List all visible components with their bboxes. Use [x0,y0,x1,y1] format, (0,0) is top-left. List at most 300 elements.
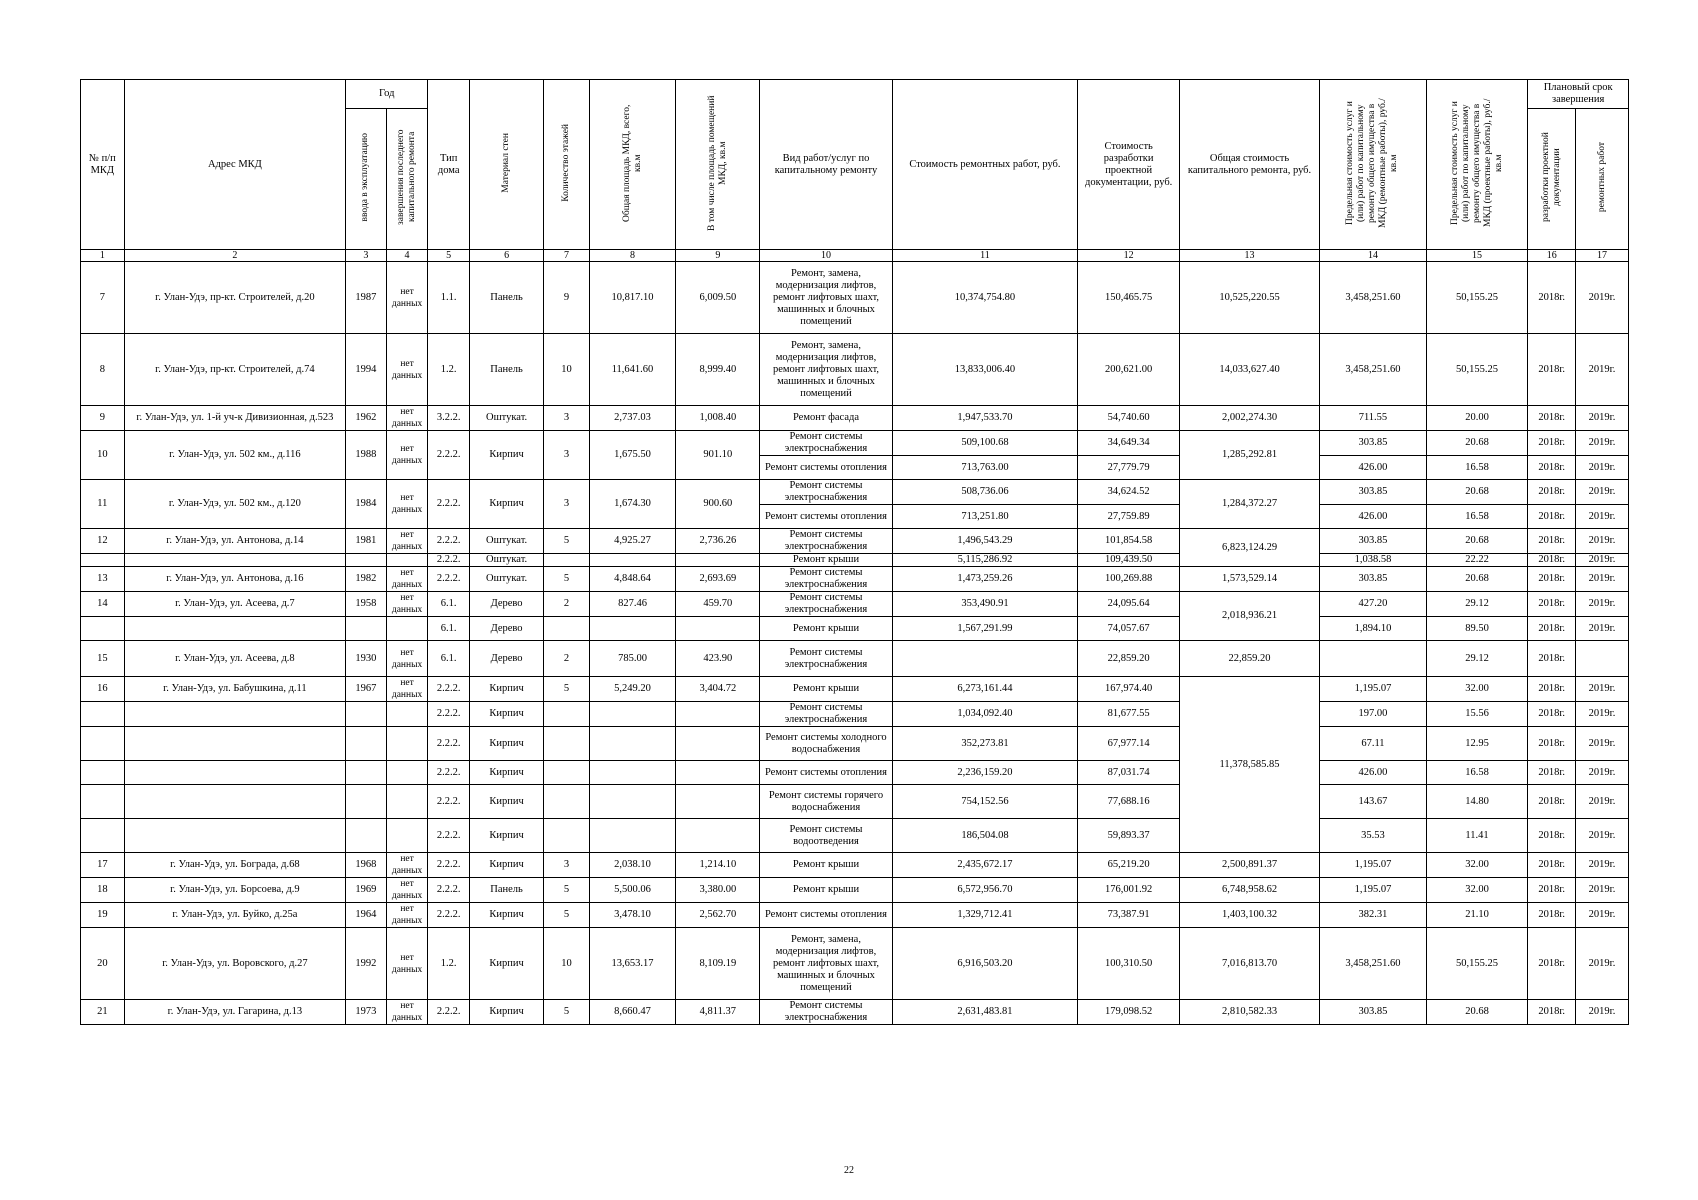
total-cost-cell: 1,285,292.81 [1179,431,1319,480]
total-area-cell [589,702,675,727]
year-last-repair-cell [386,702,428,727]
limit-design-cell: 20.68 [1426,567,1528,592]
work-type-cell: Ремонт фасада [760,406,892,431]
premises-area-cell [676,785,760,819]
deadline-repair-cell: 2019г. [1576,1000,1629,1025]
address-cell: г. Улан-Удэ, ул. Антонова, д.16 [124,567,345,592]
limit-design-cell: 20.00 [1426,406,1528,431]
limit-design-cell: 12.95 [1426,727,1528,761]
column-number: 6 [470,250,544,262]
row-number: 20 [81,928,125,1000]
design-cost-cell: 67,977.14 [1078,727,1180,761]
limit-repair-cell: 1,894.10 [1320,617,1427,641]
limit-repair-cell: 711.55 [1320,406,1427,431]
premises-area-cell: 3,404.72 [676,677,760,702]
header-year-last-repair: завершения последнего капитального ремонта [396,129,418,225]
deadline-design-cell: 2018г. [1528,617,1576,641]
wall-material-cell: Кирпич [470,785,544,819]
limit-repair-cell: 303.85 [1320,567,1427,592]
deadline-repair-cell: 2019г. [1576,480,1629,505]
year-last-repair-cell: нет данных [386,878,428,903]
repair-cost-cell: 713,251.80 [892,505,1078,529]
limit-design-cell: 32.00 [1426,878,1528,903]
house-type-cell: 2.2.2. [428,727,470,761]
repair-cost-cell: 5,115,286.92 [892,554,1078,567]
year-last-repair-cell: нет данных [386,529,428,554]
house-type-cell: 2.2.2. [428,903,470,928]
column-number: 5 [428,250,470,262]
address-cell: г. Улан-Удэ, ул. Антонова, д.14 [124,529,345,554]
total-area-cell: 827.46 [589,592,675,617]
design-cost-cell: 24,095.64 [1078,592,1180,617]
year-commission-cell: 1967 [346,677,387,702]
total-area-cell: 1,675.50 [589,431,675,480]
table-row [81,878,1629,903]
row-number: 15 [81,641,125,677]
row-number: 18 [81,878,125,903]
row-number: 16 [81,677,125,702]
wall-material-cell: Кирпич [470,702,544,727]
work-type-cell: Ремонт системы отопления [760,761,892,785]
table-row [81,406,1629,431]
row-number: 9 [81,406,125,431]
work-type-cell: Ремонт системы отопления [760,505,892,529]
limit-design-cell: 20.68 [1426,480,1528,505]
table-row [81,617,1629,641]
work-type-cell: Ремонт крыши [760,878,892,903]
wall-material-cell: Дерево [470,641,544,677]
deadline-design-cell: 2018г. [1528,529,1576,554]
address-cell: г. Улан-Удэ, ул. Асеева, д.7 [124,592,345,617]
year-last-repair-cell [386,761,428,785]
year-commission-cell [346,819,387,853]
repair-cost-cell: 1,947,533.70 [892,406,1078,431]
deadline-repair-cell: 2019г. [1576,878,1629,903]
wall-material-cell: Оштукат. [470,529,544,554]
design-cost-cell: 176,001.92 [1078,878,1180,903]
deadline-repair-cell: 2019г. [1576,677,1629,702]
table-row [81,431,1629,456]
repair-cost-cell: 1,567,291.99 [892,617,1078,641]
repair-cost-cell: 6,273,161.44 [892,677,1078,702]
repair-cost-cell: 13,833,006.40 [892,334,1078,406]
year-last-repair-cell: нет данных [386,567,428,592]
limit-design-cell: 16.58 [1426,456,1528,480]
year-commission-cell: 1981 [346,529,387,554]
year-last-repair-cell: нет данных [386,334,428,406]
table-row [81,677,1629,702]
year-last-repair-cell: нет данных [386,406,428,431]
deadline-design-cell: 2018г. [1528,456,1576,480]
total-cost-cell: 1,573,529.14 [1179,567,1319,592]
header-deadline-design: разработки проектной документации [1540,132,1562,222]
design-cost-cell: 54,740.60 [1078,406,1180,431]
address-cell [124,819,345,853]
total-area-cell [589,617,675,641]
repair-cost-cell: 6,572,956.70 [892,878,1078,903]
column-number: 7 [544,250,590,262]
address-cell: г. Улан-Удэ, ул. Борсоева, д.9 [124,878,345,903]
year-commission-cell [346,702,387,727]
work-type-cell: Ремонт крыши [760,853,892,878]
house-type-cell: 1.2. [428,928,470,1000]
total-area-cell: 4,848.64 [589,567,675,592]
floors-cell: 3 [544,853,590,878]
work-type-cell: Ремонт системы электроснабжения [760,702,892,727]
table-row [81,928,1629,1000]
header-deadline-repair: ремонтных работ [1596,141,1607,213]
premises-area-cell [676,554,760,567]
year-commission-cell [346,727,387,761]
row-number [81,819,125,853]
limit-design-cell: 32.00 [1426,677,1528,702]
header-wall-material: Материал стен [501,132,512,193]
floors-cell [544,819,590,853]
design-cost-cell: 74,057.67 [1078,617,1180,641]
deadline-design-cell: 2018г. [1528,592,1576,617]
table-row [81,785,1629,819]
limit-repair-cell: 303.85 [1320,480,1427,505]
deadline-repair-cell: 2019г. [1576,903,1629,928]
column-number: 1 [81,250,125,262]
row-number [81,702,125,727]
total-area-cell: 5,500.06 [589,878,675,903]
address-cell: г. Улан-Удэ, ул. 502 км., д.120 [124,480,345,529]
floors-cell: 3 [544,406,590,431]
header-repair-cost: Стоимость ремонтных работ, руб. [892,80,1078,250]
table-row [81,727,1629,761]
wall-material-cell: Оштукат. [470,567,544,592]
repair-cost-cell: 754,152.56 [892,785,1078,819]
total-area-cell: 3,478.10 [589,903,675,928]
year-commission-cell [346,785,387,819]
limit-design-cell: 16.58 [1426,761,1528,785]
repair-cost-cell: 186,504.08 [892,819,1078,853]
deadline-design-cell: 2018г. [1528,819,1576,853]
address-cell [124,785,345,819]
work-type-cell: Ремонт системы электроснабжения [760,641,892,677]
deadline-repair-cell: 2019г. [1576,928,1629,1000]
premises-area-cell [676,727,760,761]
floors-cell [544,785,590,819]
repair-cost-cell: 508,736.06 [892,480,1078,505]
floors-cell [544,761,590,785]
address-cell: г. Улан-Удэ, ул. 1-й уч-к Дивизионная, д.523 [124,406,345,431]
floors-cell: 3 [544,431,590,480]
total-area-cell: 2,038.10 [589,853,675,878]
year-commission-cell: 1969 [346,878,387,903]
wall-material-cell: Кирпич [470,727,544,761]
limit-design-cell: 15.56 [1426,702,1528,727]
deadline-repair-cell: 2019г. [1576,456,1629,480]
floors-cell: 2 [544,592,590,617]
column-number: 13 [1179,250,1319,262]
floors-cell: 5 [544,567,590,592]
design-cost-cell: 167,974.40 [1078,677,1180,702]
limit-repair-cell: 3,458,251.60 [1320,262,1427,334]
floors-cell: 10 [544,334,590,406]
repair-cost-cell: 509,100.68 [892,431,1078,456]
address-cell [124,727,345,761]
header-total-area: Общая площадь МКД, всего, кв.м [621,103,643,222]
limit-repair-cell: 1,038.58 [1320,554,1427,567]
wall-material-cell: Кирпич [470,431,544,480]
repair-cost-cell: 353,490.91 [892,592,1078,617]
premises-area-cell: 3,380.00 [676,878,760,903]
header-year: Год [346,80,428,109]
work-type-cell: Ремонт системы холодного водоснабжения [760,727,892,761]
table-row [81,554,1629,567]
limit-design-cell: 29.12 [1426,592,1528,617]
work-type-cell: Ремонт системы электроснабжения [760,480,892,505]
deadline-design-cell: 2018г. [1528,761,1576,785]
floors-cell: 5 [544,1000,590,1025]
column-number: 16 [1528,250,1576,262]
wall-material-cell: Панель [470,334,544,406]
limit-design-cell: 21.10 [1426,903,1528,928]
design-cost-cell: 109,439.50 [1078,554,1180,567]
work-type-cell: Ремонт системы отопления [760,456,892,480]
limit-repair-cell: 426.00 [1320,456,1427,480]
header-design-cost: Стоимость разработки проектной документации, руб. [1078,80,1180,250]
repair-cost-cell: 1,034,092.40 [892,702,1078,727]
header-num: № п/п МКД [81,80,125,250]
premises-area-cell: 901.10 [676,431,760,480]
floors-cell: 10 [544,928,590,1000]
year-last-repair-cell [386,727,428,761]
limit-repair-cell: 303.85 [1320,431,1427,456]
header-address: Адрес МКД [124,80,345,250]
house-type-cell: 2.2.2. [428,567,470,592]
limit-repair-cell: 35.53 [1320,819,1427,853]
column-number: 9 [676,250,760,262]
table-row [81,641,1629,677]
year-last-repair-cell [386,819,428,853]
year-last-repair-cell: нет данных [386,641,428,677]
house-type-cell: 3.2.2. [428,406,470,431]
table-row [81,334,1629,406]
premises-area-cell [676,702,760,727]
limit-design-cell: 29.12 [1426,641,1528,677]
total-cost-cell: 2,810,582.33 [1179,1000,1319,1025]
total-area-cell: 11,641.60 [589,334,675,406]
house-type-cell: 1.2. [428,334,470,406]
table-row [81,819,1629,853]
limit-repair-cell: 3,458,251.60 [1320,928,1427,1000]
design-cost-cell: 77,688.16 [1078,785,1180,819]
row-number: 17 [81,853,125,878]
total-cost-cell: 2,002,274.30 [1179,406,1319,431]
year-last-repair-cell: нет данных [386,903,428,928]
limit-repair-cell: 1,195.07 [1320,878,1427,903]
total-area-cell: 8,660.47 [589,1000,675,1025]
deadline-design-cell: 2018г. [1528,903,1576,928]
premises-area-cell: 900.60 [676,480,760,529]
limit-design-cell: 50,155.25 [1426,262,1528,334]
table-row [81,480,1629,505]
house-type-cell: 2.2.2. [428,677,470,702]
total-cost-cell: 22,859.20 [1179,641,1319,677]
deadline-design-cell: 2018г. [1528,262,1576,334]
total-area-cell [589,785,675,819]
floors-cell: 3 [544,480,590,529]
limit-repair-cell: 303.85 [1320,529,1427,554]
house-type-cell: 2.2.2. [428,702,470,727]
deadline-repair-cell: 2019г. [1576,505,1629,529]
column-number: 2 [124,250,345,262]
column-number: 10 [760,250,892,262]
premises-area-cell [676,819,760,853]
table-header [81,80,1629,262]
work-type-cell: Ремонт системы отопления [760,903,892,928]
floors-cell: 5 [544,903,590,928]
year-commission-cell: 1964 [346,903,387,928]
deadline-design-cell: 2018г. [1528,505,1576,529]
design-cost-cell: 34,624.52 [1078,480,1180,505]
year-last-repair-cell [386,785,428,819]
floors-cell [544,554,590,567]
year-commission-cell: 1930 [346,641,387,677]
work-type-cell: Ремонт, замена, модернизация лифтов, ремонт лифтовых шахт, машинных и блочных помещений [760,928,892,1000]
premises-area-cell: 2,736.26 [676,529,760,554]
deadline-design-cell: 2018г. [1528,431,1576,456]
address-cell: г. Улан-Удэ, ул. Бабушкина, д.11 [124,677,345,702]
deadline-design-cell: 2018г. [1528,702,1576,727]
table-row [81,262,1629,334]
repair-cost-cell: 2,236,159.20 [892,761,1078,785]
address-cell: г. Улан-Удэ, ул. 502 км., д.116 [124,431,345,480]
header-work-type: Вид работ/услуг по капитальному ремонту [760,80,892,250]
wall-material-cell: Кирпич [470,1000,544,1025]
total-cost-cell: 6,823,124.29 [1179,529,1319,567]
floors-cell [544,702,590,727]
floors-cell [544,617,590,641]
repair-cost-cell: 2,435,672.17 [892,853,1078,878]
wall-material-cell: Кирпич [470,819,544,853]
year-commission-cell: 1984 [346,480,387,529]
house-type-cell: 2.2.2. [428,785,470,819]
year-commission-cell [346,617,387,641]
address-cell [124,761,345,785]
table-row [81,761,1629,785]
repair-cost-cell: 10,374,754.80 [892,262,1078,334]
premises-area-cell: 459.70 [676,592,760,617]
house-type-cell: 6.1. [428,641,470,677]
limit-design-cell: 50,155.25 [1426,334,1528,406]
floors-cell: 9 [544,262,590,334]
limit-repair-cell: 426.00 [1320,761,1427,785]
address-cell: г. Улан-Удэ, пр-кт. Строителей, д.20 [124,262,345,334]
design-cost-cell: 87,031.74 [1078,761,1180,785]
work-type-cell: Ремонт крыши [760,617,892,641]
header-limit-design: Предельная стоимость услуг и (или) работ по капитальному ремонту общего имущества в МКД (проектные работы), руб./кв.м [1449,98,1504,227]
address-cell: г. Улан-Удэ, ул. Гагарина, д.13 [124,1000,345,1025]
deadline-repair-cell: 2019г. [1576,727,1629,761]
design-cost-cell: 27,779.79 [1078,456,1180,480]
work-type-cell: Ремонт системы электроснабжения [760,592,892,617]
limit-design-cell: 32.00 [1426,853,1528,878]
total-cost-cell: 2,500,891.37 [1179,853,1319,878]
total-cost-cell: 7,016,813.70 [1179,928,1319,1000]
floors-cell [544,727,590,761]
column-number: 4 [386,250,428,262]
design-cost-cell: 73,387.91 [1078,903,1180,928]
total-cost-cell: 1,403,100.32 [1179,903,1319,928]
year-last-repair-cell: нет данных [386,262,428,334]
row-number: 11 [81,480,125,529]
house-type-cell: 2.2.2. [428,554,470,567]
repair-cost-cell: 713,763.00 [892,456,1078,480]
work-type-cell: Ремонт системы электроснабжения [760,567,892,592]
repair-cost-cell: 1,329,712.41 [892,903,1078,928]
wall-material-cell: Кирпич [470,853,544,878]
column-number: 14 [1320,250,1427,262]
house-type-cell: 2.2.2. [428,761,470,785]
wall-material-cell: Кирпич [470,677,544,702]
premises-area-cell: 4,811.37 [676,1000,760,1025]
design-cost-cell: 100,269.88 [1078,567,1180,592]
year-last-repair-cell [386,617,428,641]
deadline-design-cell: 2018г. [1528,853,1576,878]
column-number: 15 [1426,250,1528,262]
repair-cost-cell: 1,496,543.29 [892,529,1078,554]
total-area-cell [589,554,675,567]
design-cost-cell: 200,621.00 [1078,334,1180,406]
total-cost-cell: 6,748,958.62 [1179,878,1319,903]
row-number: 10 [81,431,125,480]
total-area-cell: 4,925.27 [589,529,675,554]
deadline-design-cell: 2018г. [1528,554,1576,567]
table-row [81,1000,1629,1025]
premises-area-cell [676,761,760,785]
year-last-repair-cell: нет данных [386,592,428,617]
column-number: 8 [589,250,675,262]
limit-repair-cell: 303.85 [1320,1000,1427,1025]
row-number: 7 [81,262,125,334]
table-row [81,567,1629,592]
limit-repair-cell: 1,195.07 [1320,677,1427,702]
deadline-repair-cell: 2019г. [1576,406,1629,431]
repair-cost-cell [892,641,1078,677]
limit-design-cell: 20.68 [1426,529,1528,554]
total-area-cell [589,761,675,785]
deadline-design-cell: 2018г. [1528,480,1576,505]
row-number [81,785,125,819]
floors-cell: 5 [544,677,590,702]
design-cost-cell: 27,759.89 [1078,505,1180,529]
limit-repair-cell: 1,195.07 [1320,853,1427,878]
page-number: 22 [844,1165,854,1176]
limit-repair-cell [1320,641,1427,677]
design-cost-cell: 150,465.75 [1078,262,1180,334]
year-commission-cell: 1958 [346,592,387,617]
header-premises-area: В том числе площадь помещений МКД, кв.м [706,94,728,231]
row-number: 12 [81,529,125,554]
total-area-cell: 2,737.03 [589,406,675,431]
premises-area-cell: 1,008.40 [676,406,760,431]
year-last-repair-cell [386,554,428,567]
header-house-type: Тип дома [428,80,470,250]
limit-design-cell: 89.50 [1426,617,1528,641]
deadline-repair-cell: 2019г. [1576,592,1629,617]
deadline-repair-cell: 2019г. [1576,761,1629,785]
year-commission-cell: 1988 [346,431,387,480]
deadline-repair-cell: 2019г. [1576,567,1629,592]
total-area-cell: 785.00 [589,641,675,677]
work-type-cell: Ремонт, замена, модернизация лифтов, ремонт лифтовых шахт, машинных и блочных помещений [760,334,892,406]
floors-cell: 5 [544,878,590,903]
address-cell: г. Улан-Удэ, ул. Воровского, д.27 [124,928,345,1000]
